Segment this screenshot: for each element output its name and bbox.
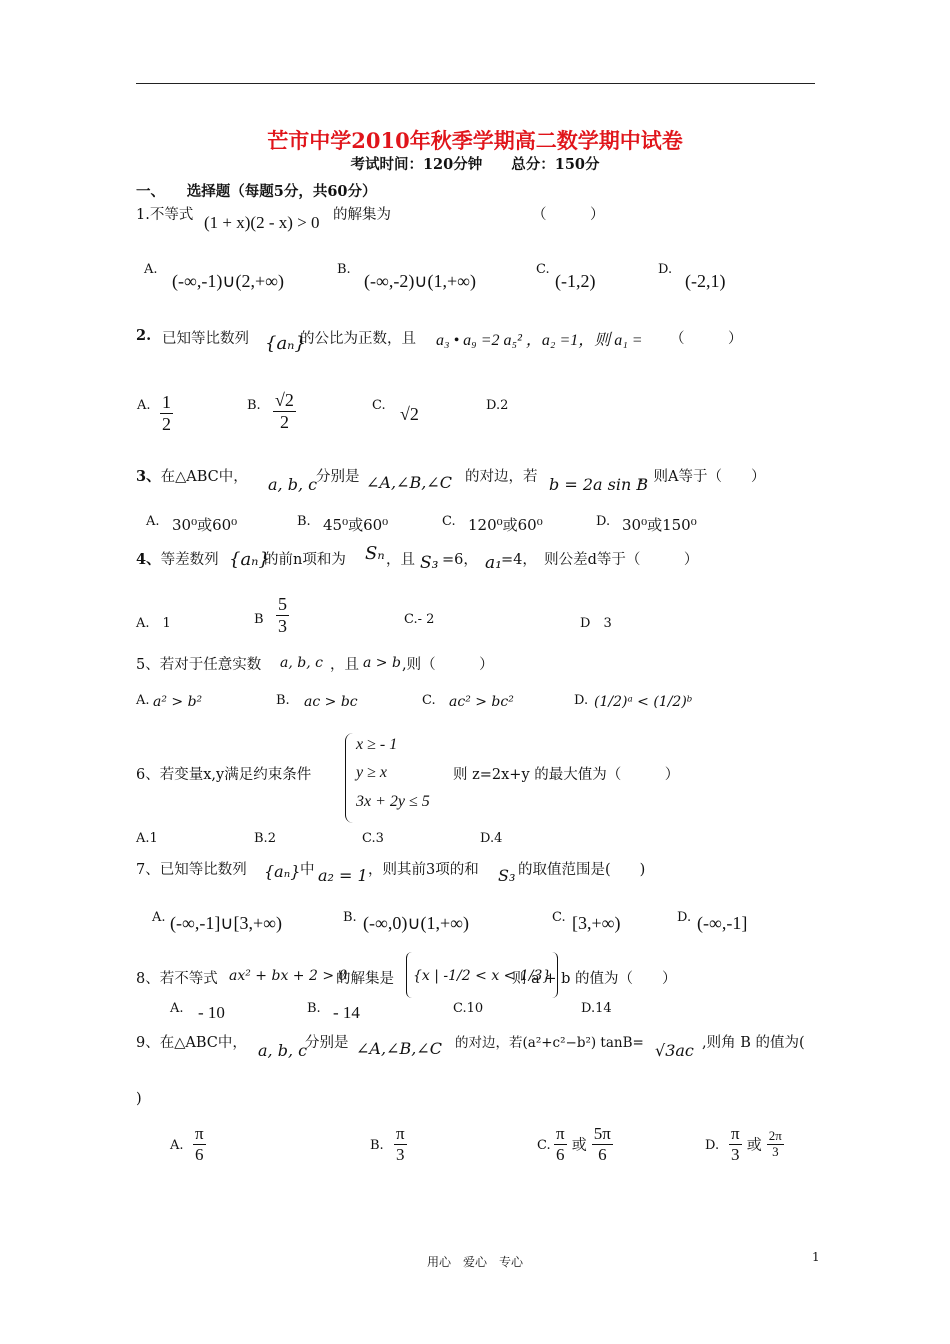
- q3-option-c: 120⁰或60⁰: [468, 516, 543, 534]
- q7-option-a-label: A.: [152, 910, 166, 925]
- question-3-vars: a, b, c: [268, 475, 318, 494]
- question-2-expr: a₃ • a₉ =2 a₅² ，a₂ =1，则 a₁ =: [436, 332, 643, 349]
- constraint-3: 3x + 2y ≤ 5: [356, 793, 430, 810]
- question-3-angles: ∠A,∠B,∠C: [366, 473, 452, 492]
- question-5-stem: 5、若对于任意实数: [136, 657, 262, 673]
- q9-option-b: $\frac{\pi}{3}$: [396, 1124, 405, 1164]
- question-8-tail: 则 a + b 的值为（ ）: [512, 971, 677, 987]
- question-7-mid: 中: [300, 862, 315, 878]
- q1-option-c: (-1,2): [555, 271, 596, 291]
- constraint-1: x ≥ - 1: [356, 736, 398, 753]
- q9-option-a: $\frac{\pi}{6}$: [195, 1124, 204, 1164]
- q3-option-a: 30⁰或60⁰: [172, 516, 238, 534]
- question-4-mid2: ，且: [386, 552, 415, 568]
- q5-option-d-label: D.: [574, 693, 589, 708]
- question-9-tail2: ): [136, 1091, 142, 1107]
- q9-option-d: $\frac{\pi}{3}$ 或 $\frac{2\pi}{3}$: [731, 1124, 782, 1164]
- question-5-cond: a > b: [363, 655, 401, 671]
- question-3-mid2: 的对边，若: [465, 469, 538, 485]
- q7-option-b-label: B.: [343, 910, 357, 925]
- constraint-system: [345, 733, 456, 823]
- q5-option-b-label: B.: [276, 693, 290, 708]
- question-9-stem: 9、在△ABC中，: [136, 1035, 247, 1051]
- q8-option-b-label: B.: [307, 1001, 321, 1016]
- question-8-mid: 的解集是: [336, 971, 394, 987]
- q3-option-c-label: C.: [442, 514, 456, 529]
- q5-option-c: ac² > bc²: [449, 694, 514, 710]
- q4-option-b-label: B: [254, 612, 264, 627]
- q6-option-a: A.1: [136, 831, 158, 846]
- question-4-stem: 4、等差数列: [136, 551, 219, 568]
- q3-option-b-label: B.: [297, 514, 311, 529]
- question-4-mid: 的前n项和为: [264, 552, 346, 568]
- q8-option-c: C.10: [453, 1001, 484, 1016]
- q2-option-a: $\frac{1}{2}$: [162, 392, 171, 434]
- question-9-mid2: 的对边，若(a²+c²−b²) tanB=: [455, 1035, 644, 1051]
- q1-option-a-label: A.: [144, 262, 158, 277]
- q5-option-a-label: A.: [136, 693, 150, 708]
- q1-option-b-label: B.: [337, 262, 351, 277]
- exam-subtitle: 考试时间：120分钟 总分：150分: [350, 156, 600, 173]
- q8-option-a: - 10: [198, 1003, 225, 1022]
- question-3-mid: 分别是: [316, 469, 360, 485]
- question-7-seq: {aₙ}: [264, 862, 301, 881]
- question-1-paren: （ ）: [532, 207, 605, 223]
- question-5-mid: ，且: [330, 657, 359, 673]
- section-heading: 一、 选择题（每题5分，共60分）: [136, 183, 377, 200]
- question-9-rhs: √3ac: [655, 1041, 694, 1060]
- q7-option-d: (-∞,-1]: [697, 913, 748, 933]
- question-7-cond: a₂ = 1: [318, 866, 368, 885]
- question-5-tail: ,则（ ）: [402, 657, 494, 673]
- question-8-expr: ax² + bx + 2 > 0: [229, 968, 348, 984]
- q5-option-b: ac > bc: [304, 694, 358, 710]
- question-2-mid: 的公比为正数，且: [300, 331, 416, 347]
- q1-option-b: (-∞,-2)∪(1,+∞): [364, 271, 476, 291]
- q7-option-a: (-∞,-1]∪[3,+∞): [170, 913, 282, 933]
- question-2-stem: 已知等比数列: [162, 331, 249, 347]
- q4-option-c: C.- 2: [404, 612, 435, 627]
- q9-option-c-label: C.: [537, 1138, 551, 1153]
- q8-option-b: - 14: [333, 1003, 360, 1022]
- question-3-stem: 3、在△ABC中，: [136, 468, 248, 485]
- question-7-mid2: ，则其前3项的和: [368, 862, 479, 878]
- page-footer: 用心 爱心 专心: [426, 1255, 523, 1269]
- q8-option-d: D.14: [581, 1001, 612, 1016]
- question-4-a1: a₁: [485, 553, 502, 573]
- q2-option-b-label: B.: [247, 398, 261, 413]
- question-1-tail: 的解集为: [333, 207, 391, 223]
- q2-option-c-label: C.: [372, 398, 386, 413]
- q4-option-b: $\frac{5}{3}$: [278, 594, 287, 636]
- question-4-seq: {aₙ}: [229, 549, 270, 570]
- q7-option-c-label: C.: [552, 910, 566, 925]
- q4-option-d: D 3: [580, 616, 612, 631]
- question-4-mid3: =6，: [442, 552, 478, 568]
- exam-title: 芒市中学2010年秋季学期高二数学期中试卷: [267, 128, 683, 153]
- question-3-cond: b = 2a sin B: [549, 475, 649, 494]
- header-rule: [136, 83, 815, 84]
- question-8-set: {x | -1/2 < x < 1/3}: [406, 952, 558, 998]
- q2-option-d: D.2: [486, 398, 509, 413]
- q4-option-a: A. 1: [136, 616, 171, 631]
- q5-option-c-label: C.: [422, 693, 436, 708]
- question-8-stem: 8、若不等式: [136, 971, 218, 987]
- q3-option-b: 45⁰或60⁰: [323, 516, 389, 534]
- q1-option-d: (-2,1): [685, 271, 726, 291]
- constraint-2: y ≥ x: [356, 764, 387, 781]
- page-number: 1: [812, 1250, 820, 1264]
- question-4-tail: =4， 则公差d等于（ ）: [501, 552, 699, 568]
- q9-option-a-label: A.: [170, 1138, 184, 1153]
- question-2-paren: （ ）: [670, 331, 743, 347]
- q7-option-c: [3,+∞): [572, 913, 621, 933]
- question-2-seq: {aₙ}: [265, 333, 306, 354]
- q5-option-d: (1/2)ᵃ < (1/2)ᵇ: [594, 694, 693, 710]
- q3-option-d-label: D.: [596, 514, 611, 529]
- q1-option-c-label: C.: [536, 262, 550, 277]
- q1-option-d-label: D.: [658, 262, 673, 277]
- q1-option-a: (-∞,-1)∪(2,+∞): [172, 271, 284, 291]
- q2-option-a-label: A.: [137, 398, 151, 413]
- question-7-s3: S₃: [498, 866, 516, 885]
- question-7-tail: 的取值范围是( ): [518, 862, 646, 878]
- question-4-sn: Sₙ: [365, 543, 385, 564]
- question-7-stem: 7、已知等比数列: [136, 862, 247, 878]
- question-3-tail: ，则A等于（ ）: [639, 469, 766, 485]
- q9-option-b-label: B.: [370, 1138, 384, 1153]
- question-9-angles: ∠A,∠B,∠C: [356, 1039, 442, 1058]
- q5-option-a: a² > b²: [153, 694, 203, 710]
- q8-option-a-label: A.: [170, 1001, 184, 1016]
- q6-option-c: C.3: [362, 831, 384, 846]
- q7-option-d-label: D.: [677, 910, 692, 925]
- question-6-tail: 则 z=2x+y 的最大值为（ ）: [453, 767, 680, 783]
- q2-option-c: √2: [400, 404, 419, 424]
- question-1-stem: 1.不等式: [136, 207, 194, 223]
- question-6-stem: 6、若变量x,y满足约束条件: [136, 767, 312, 783]
- question-5-vars: a, b, c: [280, 655, 323, 671]
- question-9-vars: a, b, c: [258, 1041, 308, 1060]
- q6-option-b: B.2: [254, 831, 276, 846]
- question-2-num: 2.: [136, 327, 152, 344]
- q2-option-b: $\frac{√2}{2}$: [275, 390, 294, 432]
- question-9-mid: 分别是: [305, 1035, 349, 1051]
- q9-option-c: $\frac{\pi}{6}$ 或 $\frac{5\pi}{6}$: [556, 1124, 611, 1164]
- q7-option-b: (-∞,0)∪(1,+∞): [363, 913, 469, 933]
- question-9-tail: ,则角 B 的值为(: [702, 1035, 805, 1051]
- q3-option-a-label: A.: [146, 514, 160, 529]
- question-4-s3: S₃: [420, 553, 439, 573]
- q9-option-d-label: D.: [705, 1138, 720, 1153]
- question-1-expr: (1 + x)(2 - x) > 0: [204, 213, 320, 232]
- q3-option-d: 30⁰或150⁰: [622, 516, 697, 534]
- q6-option-d: D.4: [480, 831, 503, 846]
